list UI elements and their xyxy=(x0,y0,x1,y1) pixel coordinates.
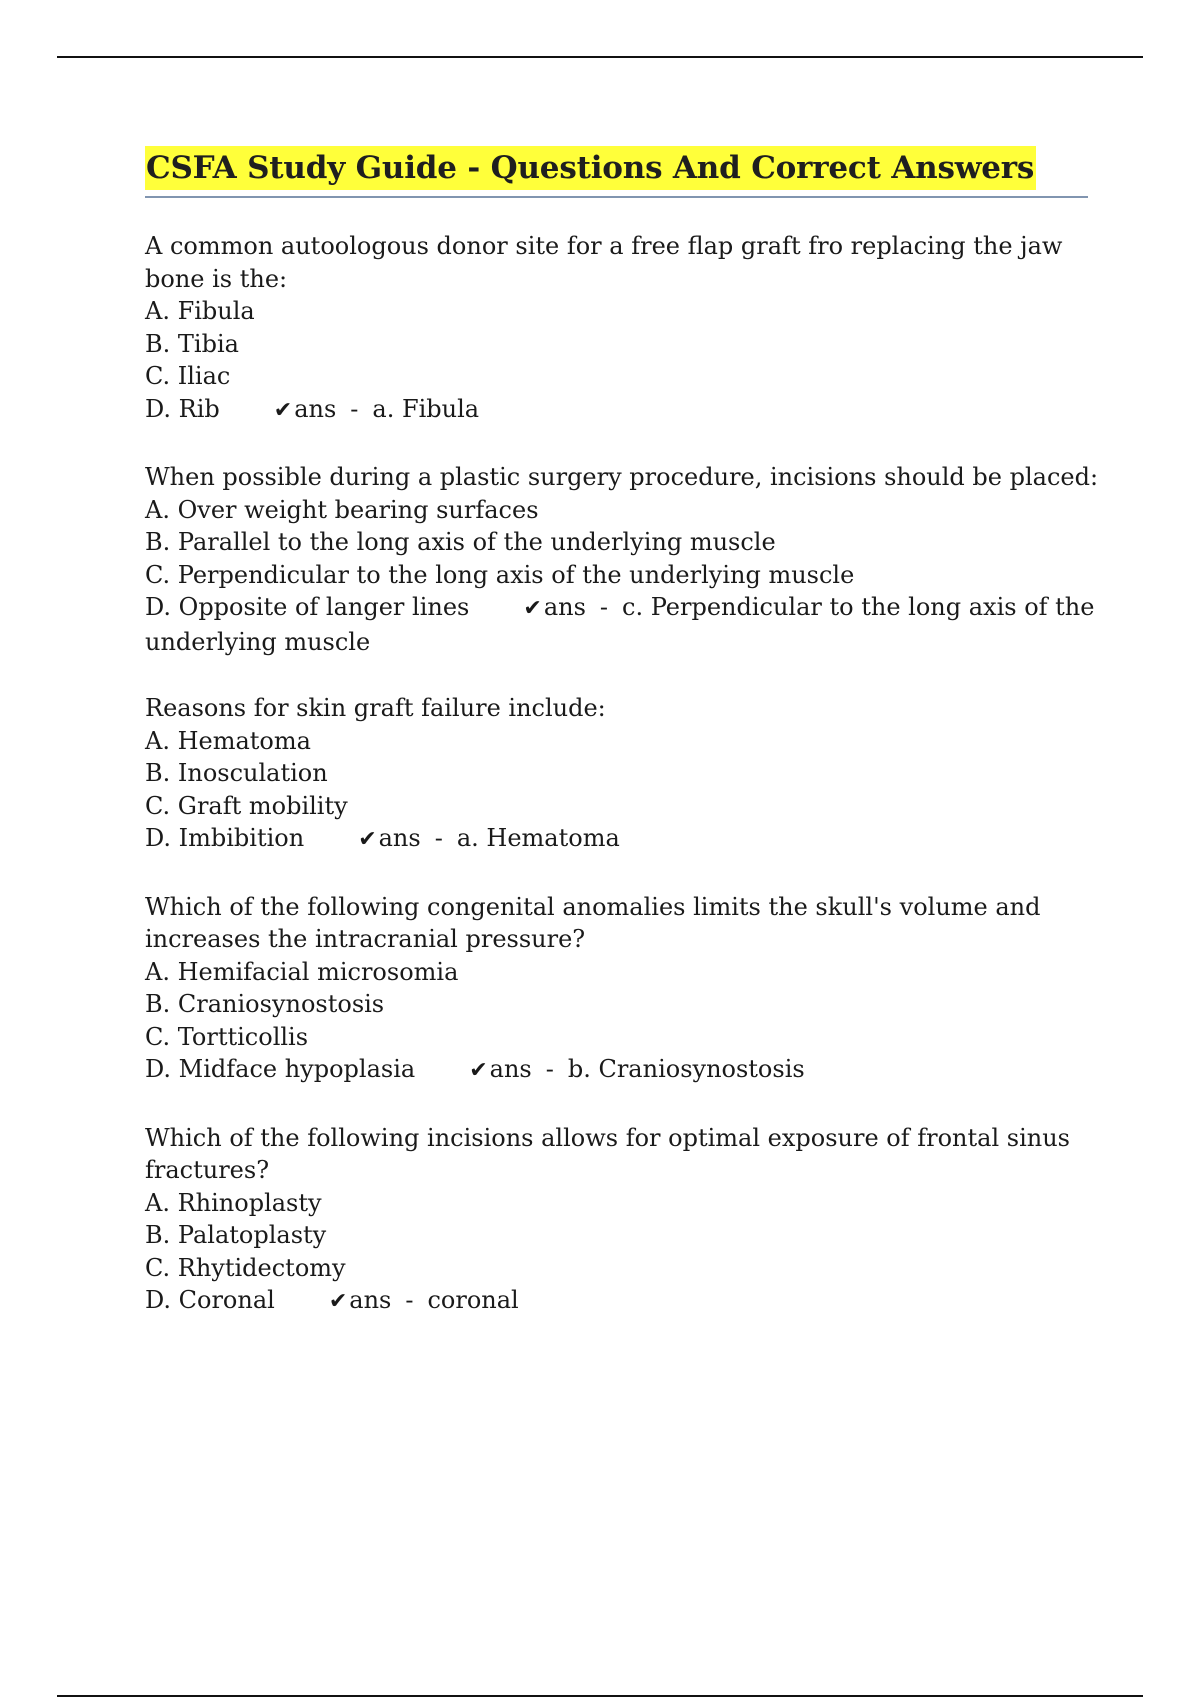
checkmark-icon: ✔ xyxy=(523,596,542,621)
answer-dash: - xyxy=(405,1286,414,1314)
option-b: B. Parallel to the long axis of the underlying muscle xyxy=(145,528,776,556)
option-b: B. Inosculation xyxy=(145,759,328,787)
answer-label: ans xyxy=(489,1055,532,1083)
option-a: A. Over weight bearing surfaces xyxy=(145,495,539,524)
answer-text: b. Craniosynostosis xyxy=(567,1055,805,1083)
question-list xyxy=(145,230,1105,1353)
option-c: C. Graft mobility xyxy=(145,791,348,820)
answer-text: a. Hematoma xyxy=(456,824,620,852)
answer-dash: - xyxy=(545,1055,554,1083)
option-b: B. Craniosynostosis xyxy=(145,990,385,1018)
question-stem: Reasons for skin graft failure include: xyxy=(145,694,606,722)
answer-text: coronal xyxy=(427,1286,519,1314)
footer-rule xyxy=(57,1695,1143,1697)
checkmark-icon: ✔ xyxy=(328,1289,348,1314)
question-block xyxy=(145,1122,1105,1319)
answer-text: c. Perpendicular to the long axis of the underlying muscle xyxy=(145,593,1095,656)
answer-label: ans xyxy=(349,1286,392,1314)
option-a: A. Rhinoplasty xyxy=(145,1188,322,1217)
answer-line xyxy=(145,1284,1105,1319)
question-stem: Which of the following incisions allows for optimal exposure of frontal sinus fractures? xyxy=(145,1123,1070,1184)
answer-line xyxy=(145,1053,1105,1088)
question-block xyxy=(145,230,1105,427)
answer-dash: - xyxy=(434,824,443,852)
answer-dash: - xyxy=(599,593,609,621)
option-a: A. Fibula xyxy=(145,297,255,325)
option-c: C. Tortticollis xyxy=(145,1022,309,1051)
answer-line xyxy=(145,591,1105,658)
option-a: A. Hematoma xyxy=(145,726,311,755)
answer-text: a. Fibula xyxy=(372,394,480,423)
option-c: C. Iliac xyxy=(145,362,231,390)
header-rule xyxy=(57,56,1143,58)
checkmark-icon: ✔ xyxy=(273,397,293,423)
question-block xyxy=(145,461,1105,658)
question-stem: When possible during a plastic surgery procedure, incisions should be placed: xyxy=(145,463,1099,491)
answer-dash: - xyxy=(350,394,359,423)
checkmark-icon: ✔ xyxy=(358,827,377,852)
option-d: D. Coronal xyxy=(145,1286,275,1314)
answer-label: ans xyxy=(543,593,586,621)
option-d: D. Rib xyxy=(145,394,220,423)
answer-line xyxy=(145,393,1105,428)
option-c: C. Perpendicular to the long axis of the underlying muscle xyxy=(145,560,855,589)
option-a: A. Hemifacial microsomia xyxy=(145,957,459,986)
answer-line xyxy=(145,822,1105,857)
question-block xyxy=(145,891,1105,1088)
option-d: D. Imbibition xyxy=(145,824,305,852)
title-underline xyxy=(145,196,1088,198)
title-block xyxy=(145,146,1036,190)
answer-label: ans xyxy=(294,394,337,423)
option-c: C. Rhytidectomy xyxy=(145,1253,346,1282)
option-b: B. Tibia xyxy=(145,329,239,358)
question-block xyxy=(145,692,1105,857)
question-stem: Which of the following congenital anomalies limits the skull's volume and increases the intracranial pressure? xyxy=(145,892,1041,953)
question-stem: A common autoologous donor site for a free flap graft fro replacing the jaw bone is the: xyxy=(145,232,1063,293)
page-title: CSFA Study Guide - Questions And Correct Answers xyxy=(145,146,1036,190)
option-d: D. Midface hypoplasia xyxy=(145,1055,416,1083)
option-d: D. Opposite of langer lines xyxy=(145,593,470,621)
answer-label: ans xyxy=(378,824,421,852)
option-b: B. Palatoplasty xyxy=(145,1221,327,1249)
checkmark-icon: ✔ xyxy=(469,1058,488,1083)
